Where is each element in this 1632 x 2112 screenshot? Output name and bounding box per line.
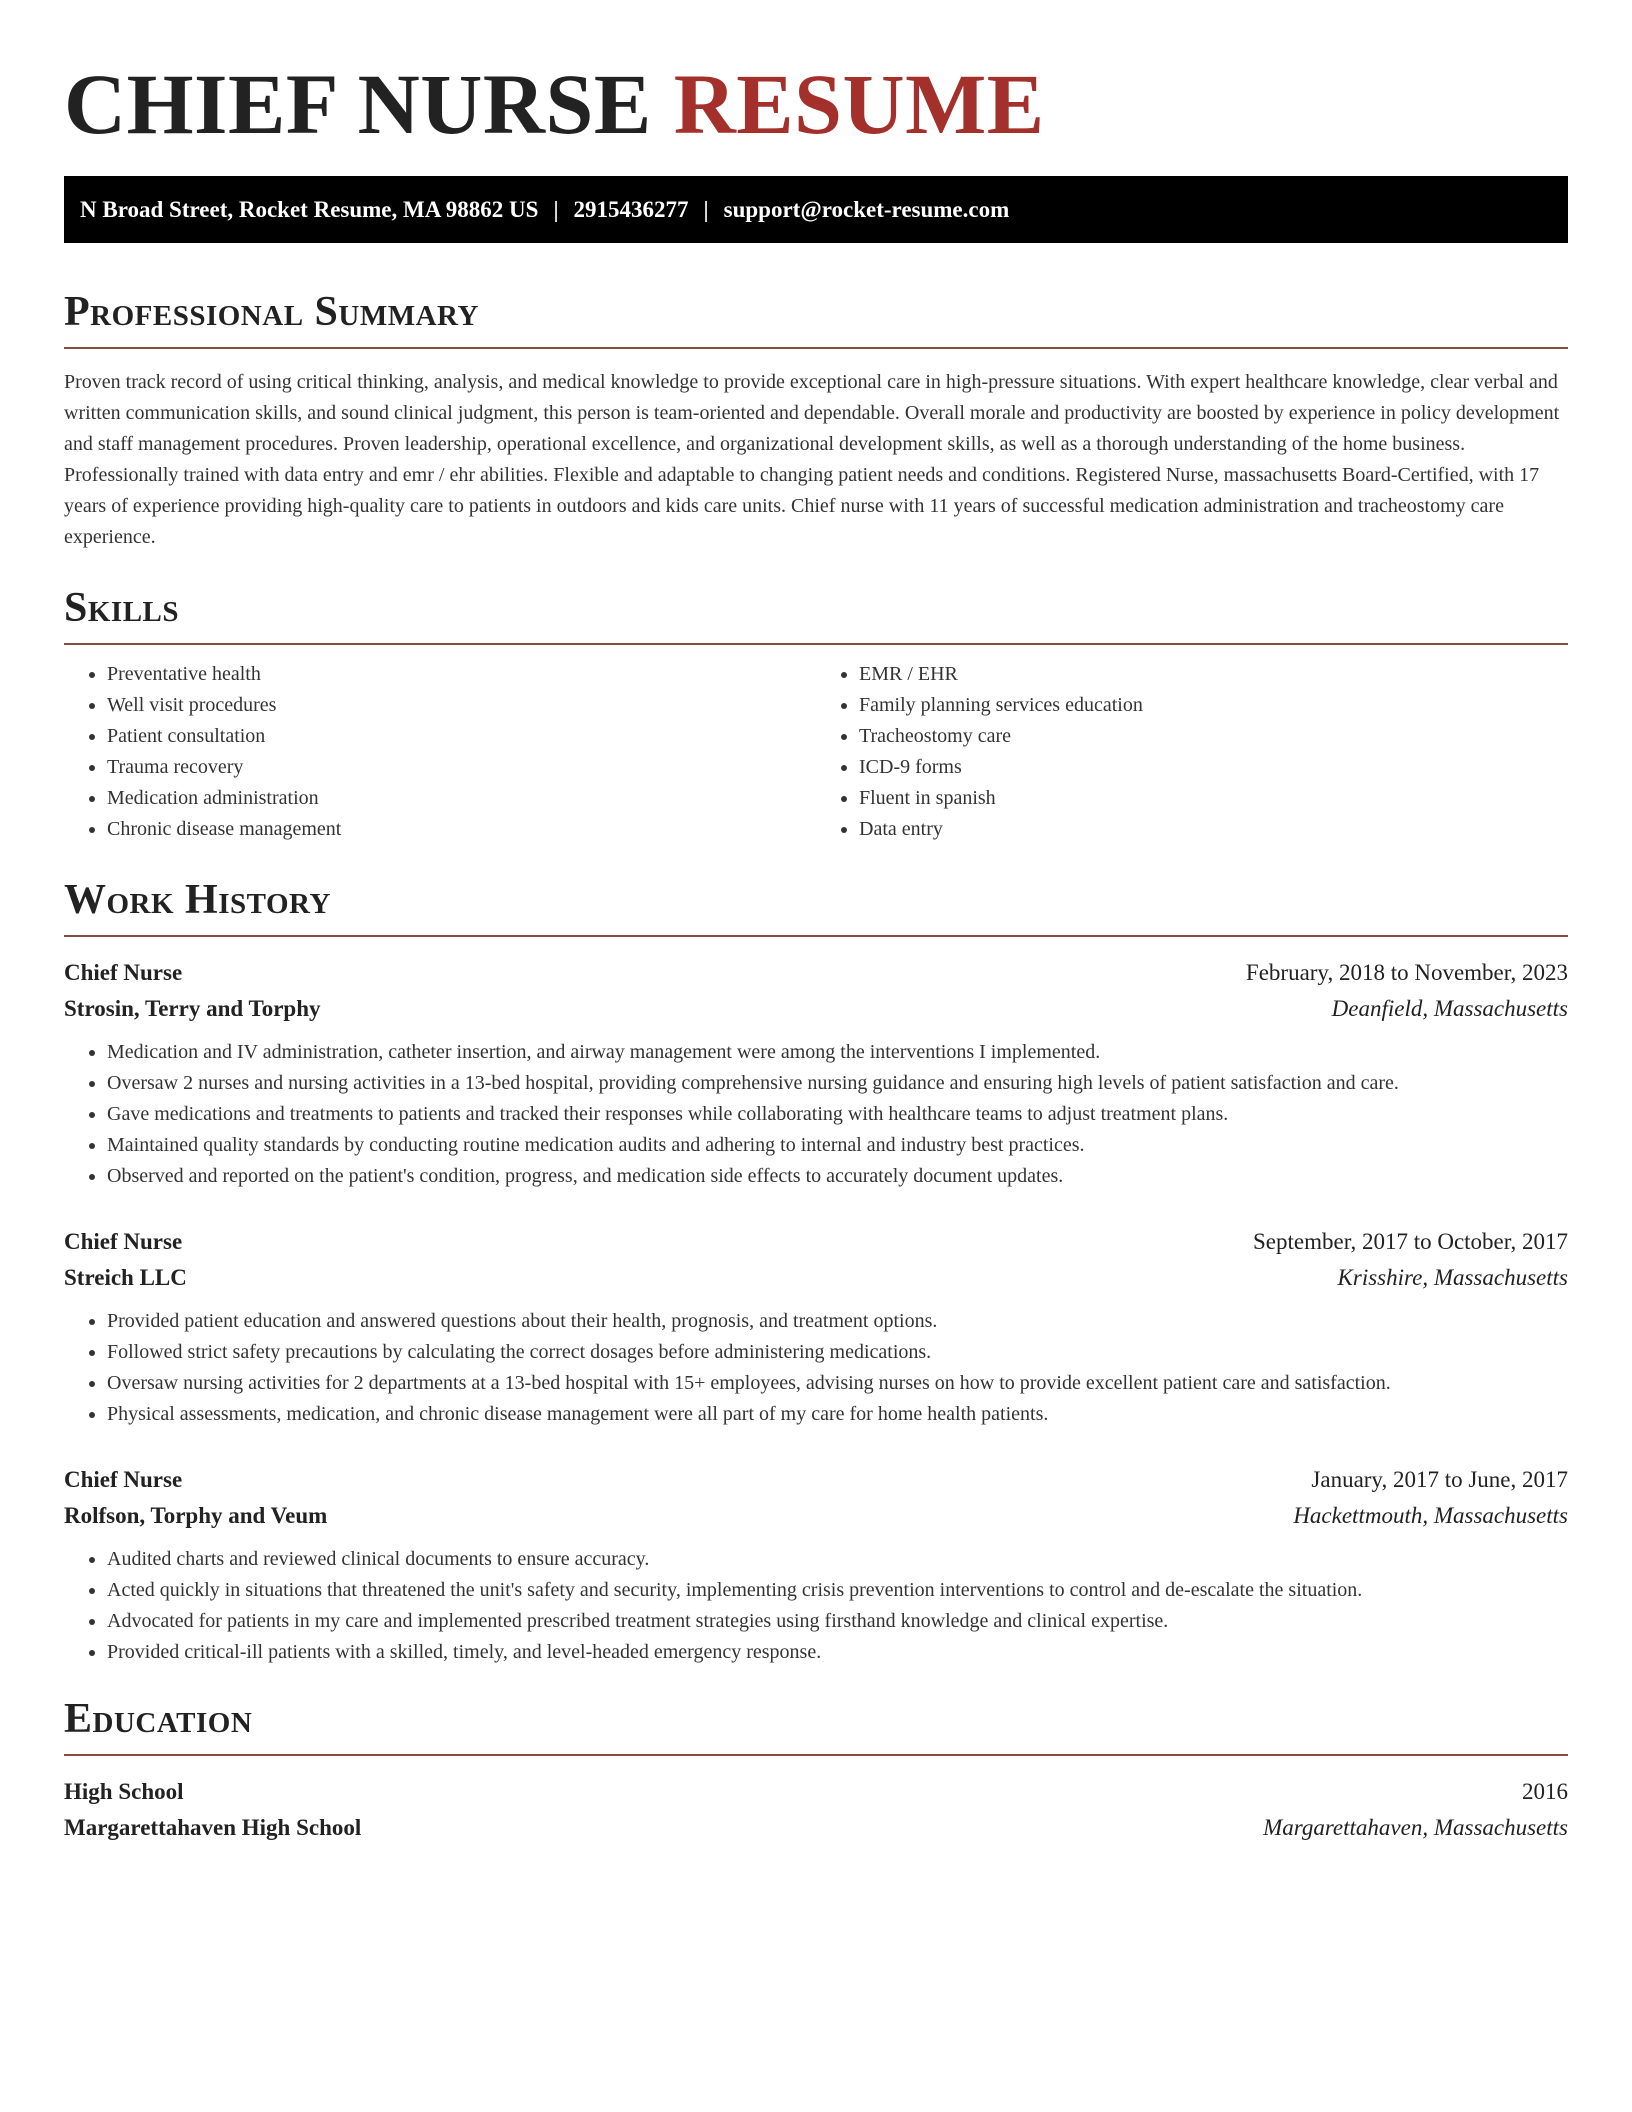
job-location: Deanfield, Massachusetts [1331,996,1568,1021]
job-company-row [64,991,1568,1027]
job-bullets [64,1306,1568,1430]
job-bullet: • Gave medications and treatments to patients and tracked their responses while collaborating with healthcare teams to adjust treatment plans. [107,1099,1568,1130]
job-bullet: • Medication and IV administration, catheter insertion, and airway management were among the interventions I implemented. [107,1037,1568,1068]
job-header-row [64,955,1568,991]
contact-bar [64,176,1568,243]
job-bullets [64,1544,1568,1668]
skills-list [64,659,1568,845]
contact-phone: 2915436277 [573,196,689,222]
education-degree: High School [64,1779,184,1804]
job-bullet: • Provided critical-ill patients with a skilled, timely, and level-headed emergency response. [107,1637,1568,1668]
job-bullet: • Provided patient education and answered questions about their health, prognosis, and treatment options. [107,1306,1568,1337]
job-bullet: • Observed and reported on the patient's condition, progress, and medication side effects to accurately document updates. [107,1161,1568,1192]
skills-heading: Skills [64,583,1568,645]
title-main: CHIEF NURSE [64,56,652,152]
skill-item: • EMR / EHR [859,659,1568,690]
job-title: Chief Nurse [64,1229,183,1254]
job-bullet: • Acted quickly in situations that threatened the unit's safety and security, implementing crisis prevention interventions to control and de-escalate the situation. [107,1575,1568,1606]
summary-heading: Professional Summary [64,287,1568,349]
skill-item: • Medication administration [107,783,816,814]
job-bullet: • Oversaw nursing activities for 2 departments at a 13-bed hospital with 15+ employees, advising nurses on how to provide excellent patient care and satisfaction. [107,1368,1568,1399]
skill-item: • Chronic disease management [107,814,816,845]
education-school: Margarettahaven High School [64,1815,362,1840]
job-header-row [64,1462,1568,1498]
skill-item: • Patient consultation [107,721,816,752]
job-bullet: • Followed strict safety precautions by calculating the correct dosages before administering medications. [107,1337,1568,1368]
education-location: Margarettahaven, Massachusetts [1263,1815,1568,1840]
job-header-row [64,1224,1568,1260]
contact-email: support@rocket-resume.com [723,196,1010,222]
job-dates: September, 2017 to October, 2017 [1253,1229,1568,1254]
skill-item: • Preventative health [107,659,816,690]
skills-column-left [64,659,816,845]
summary-text: Proven track record of using critical thinking, analysis, and medical knowledge to provide exceptional care in high-pressure situations. With expert healthcare knowledge, clear verbal and written communication skills, and sound clinical judgment, this person is team-oriented and dependable. Overall morale and productivity are boosted by experience in policy development and staff management procedures. Proven leadership, operational excellence, and organizational development skills, as well as a thorough understanding of the home business. Professionally trained with data entry and emr / ehr abilities. Flexible and adaptable to changing patient needs and conditions. Registered Nurse, massachusetts Board-Certified, with 17 years of experience providing high-quality care to patients in outdoors and kids care units. Chief nurse with 11 years of successful medication administration and tracheostomy care experience. [64,371,1560,548]
job-bullet: • Audited charts and reviewed clinical documents to ensure accuracy. [107,1544,1568,1575]
job-dates: January, 2017 to June, 2017 [1311,1467,1568,1492]
job-bullets [64,1037,1568,1192]
education-school-row [64,1810,1568,1846]
work-history-heading: Work History [64,875,1568,937]
education-year: 2016 [1522,1779,1568,1804]
education-header-row [64,1774,1568,1810]
job-company: Streich LLC [64,1265,187,1290]
skills-column-right [816,659,1568,845]
education-entry [64,1774,1568,1846]
job-location: Krisshire, Massachusetts [1337,1265,1568,1290]
job-title: Chief Nurse [64,1467,183,1492]
skill-item: • Data entry [859,814,1568,845]
job-bullet: • Maintained quality standards by conducting routine medication audits and adhering to internal and industry best practices. [107,1130,1568,1161]
job-bullet: • Physical assessments, medication, and chronic disease management were all part of my care for home health patients. [107,1399,1568,1430]
skill-item: • Trauma recovery [107,752,816,783]
job-location: Hackettmouth, Massachusetts [1293,1503,1568,1528]
title-accent: RESUME [673,56,1045,152]
job-dates: February, 2018 to November, 2023 [1245,960,1568,985]
contact-address: N Broad Street, Rocket Resume, MA 98862 US [80,196,539,222]
skill-item: • ICD-9 forms [859,752,1568,783]
skill-item: • Family planning services education [859,690,1568,721]
job-company: Rolfson, Torphy and Veum [64,1503,328,1528]
contact-separator: | [703,196,709,222]
contact-separator: | [553,196,559,222]
education-heading: Education [64,1694,1568,1756]
job-entry [64,955,1568,1192]
skill-item: • Fluent in spanish [859,783,1568,814]
job-company-row [64,1498,1568,1534]
job-entry [64,1462,1568,1668]
job-bullet: • Advocated for patients in my care and implemented prescribed treatment strategies using firsthand knowledge and clinical expertise. [107,1606,1568,1637]
resume-title [64,0,1568,154]
skill-item: • Well visit procedures [107,690,816,721]
job-bullet: • Oversaw 2 nurses and nursing activities in a 13-bed hospital, providing comprehensive nursing guidance and ensuring high levels of patient satisfaction and care. [107,1068,1568,1099]
skill-item: • Tracheostomy care [859,721,1568,752]
job-company-row [64,1260,1568,1296]
job-company: Strosin, Terry and Torphy [64,996,321,1021]
job-entry [64,1224,1568,1430]
job-title: Chief Nurse [64,960,183,985]
